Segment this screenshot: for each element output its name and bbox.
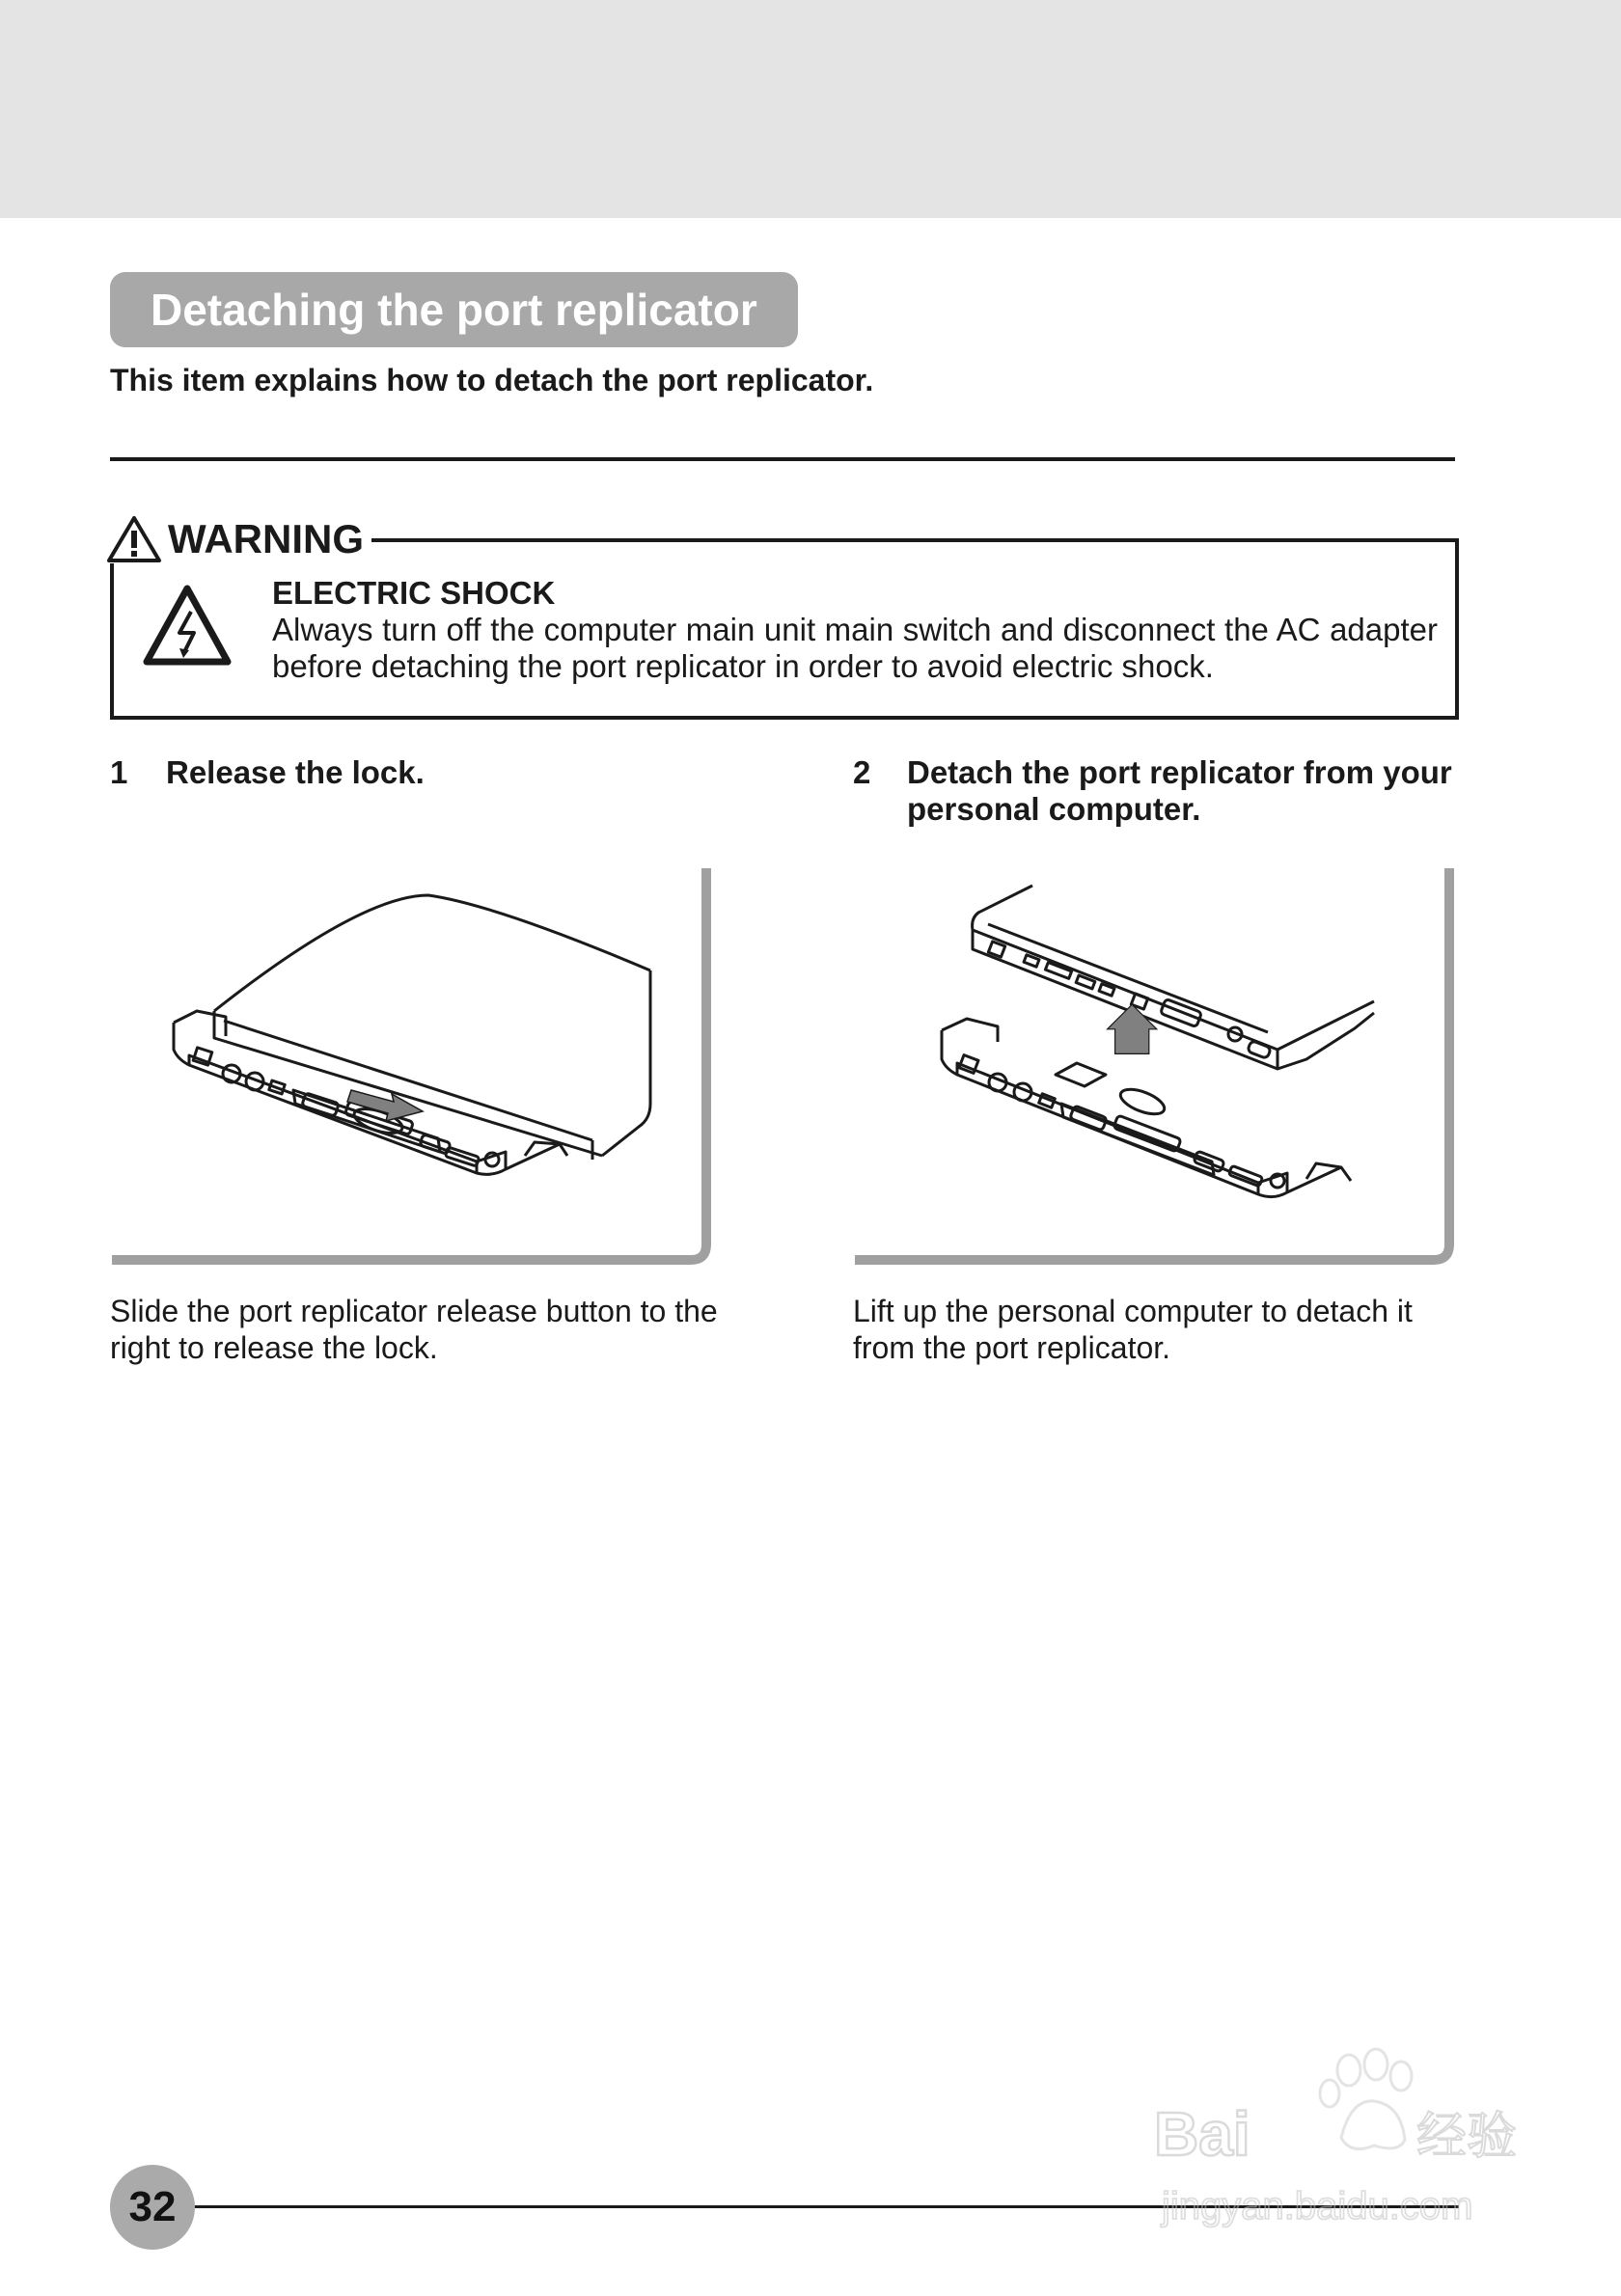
step-1-illustration — [110, 866, 718, 1268]
svg-text:du: du — [1345, 2113, 1386, 2149]
svg-text:经验: 经验 — [1416, 2108, 1518, 2166]
step-1-caption: Slide the port replicator release button to the right to release the lock. — [110, 1294, 718, 1365]
step-2-label: Detach the port replicator from your personal computer. — [907, 754, 1452, 827]
svg-text:Bai: Bai — [1154, 2099, 1250, 2169]
warning-text: Always turn off the computer main unit main switch and disconnect the AC adapter before detaching the port replicator in order to avoid electric shock. — [272, 612, 1438, 684]
warning-label: WARNING — [168, 516, 364, 561]
page-number: 32 — [110, 2165, 195, 2250]
warning-triangle-icon — [106, 515, 162, 563]
header-band — [0, 0, 1621, 218]
step-1-label: Release the lock. — [166, 754, 425, 790]
warning-heading — [106, 515, 371, 563]
step-1-number: 1 — [110, 754, 128, 790]
step-2-illustration — [853, 866, 1461, 1268]
baidu-watermark-logo — [1148, 2041, 1534, 2234]
svg-text:jingyan.baidu.com: jingyan.baidu.com — [1162, 2185, 1473, 2228]
warning-title: ELECTRIC SHOCK — [272, 575, 556, 611]
electric-shock-icon — [141, 583, 234, 668]
section-title: Detaching the port replicator — [110, 272, 798, 347]
intro-text: This item explains how to detach the port replicator. — [110, 363, 874, 397]
section-divider — [110, 457, 1455, 461]
step-2-number: 2 — [853, 754, 871, 790]
step-2-caption: Lift up the personal computer to detach it from the port replicator. — [853, 1294, 1413, 1365]
